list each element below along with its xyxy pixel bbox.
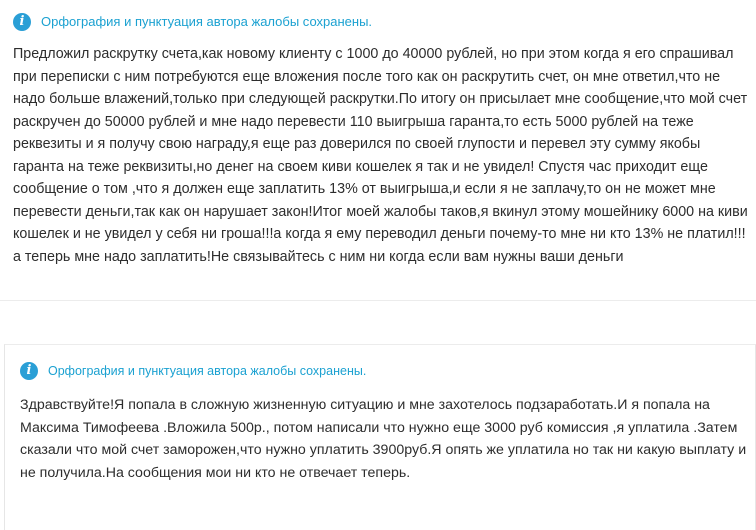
complaint-text: Здравствуйте!Я попала в сложную жизненную ситуацию и мне захотелось подзаработать.И я попала на Максима Тимофеева .Вложила 500р., потом написали что нужно еще 3000 руб комиссия ,я уплатила .Затем сказали что мой счет заморожен,что нужно уплатить 3900руб.Я опять же уплатила но так ни какую выплату и не получила.На сообщения мои ни кто не отвечает теперь. [20, 397, 747, 481]
complaint-card [4, 344, 756, 530]
author-spelling-notice [13, 12, 372, 32]
info-icon: i [13, 13, 31, 31]
complaint-text: Предложил раскрутку счета,как новому клиенту с 1000 до 40000 рублей, но при этом когда я его спрашивал при переписки с ним потребуются еще вложения после того как он раскрутить счет, он мне ответил,что не надо больше влажений,только при следующей раскрутки.По итогу он присылает мне сообщение,что мой счет раскручен до 50000 рублей и мне надо перевести 110 выигрыша гаранта,то есть 5000 рублей на теже реквезиты и я получу свою награду,я еще раз доверился по своей глупости и перевел эту сумму якобы гаранта на теже реквизиты,но денег на своем киви кошелек я так и не увидел! Спустя час приходит еще сообщение о том ,что я должен еще заплатить 13% от выигрыша,и если я не заплачу,то он не может мне перевести деньги,так как он нарушает закон!Итог моей жалобы таков,я вкинул этому мошейнику 6000 на киви кошелек и не увидел у себя ни гроша!!!а когда я ему переводил деньги почему-то мне ни кто 13% не платил!!!а теперь мне надо заплатить!Не связывайтесь с ним ни когда если вам нужны ваши деньги [13, 46, 748, 265]
info-icon: i [20, 362, 38, 380]
notice-text: Орфография и пунктуация автора жалобы сохранены. [41, 14, 373, 29]
author-spelling-notice [20, 361, 366, 381]
notice-text: Орфография и пунктуация автора жалобы сохранены. [48, 364, 367, 378]
